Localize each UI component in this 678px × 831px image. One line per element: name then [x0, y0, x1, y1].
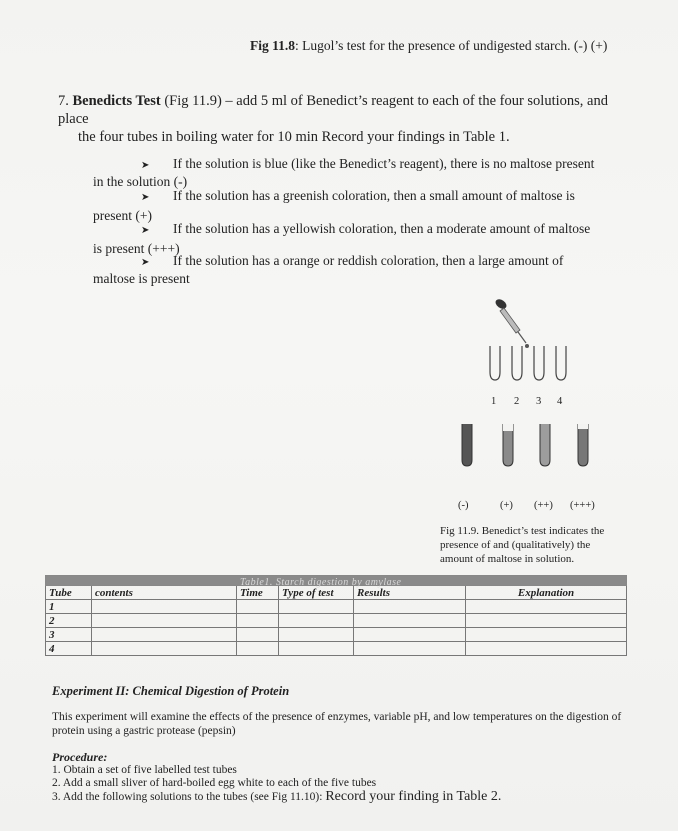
result-label-2: (+) [500, 500, 513, 511]
arrow-bullet-icon: ➤ [141, 225, 150, 236]
experiment-2-text: This experiment will examine the effects of the presence of enzymes, variable pH, and low temperatures on the digestion of protein using a gastric protease (pepsin) [52, 711, 622, 737]
step-7-line1: (Fig 11.9) – add 5 ml of Benedict’s reagent to each of the four solutions, and place [58, 93, 608, 127]
tube-number-1: 1 [491, 396, 497, 407]
fig-11-8-text: : Lugol’s test for the presence of undigested starch. (-) (+) [295, 38, 608, 53]
procedure-step-1: 1. Obtain a set of five labelled test tubes [52, 764, 237, 776]
bullet-1-first: If the solution is blue (like the Benedict’s reagent), there is no maltose present [173, 156, 595, 171]
arrow-bullet-icon: ➤ [141, 160, 150, 171]
table-row [46, 614, 627, 628]
col-header-time: Time [237, 586, 279, 600]
arrow-bullet-icon: ➤ [141, 192, 150, 203]
empty-tube-2 [512, 346, 522, 380]
empty-tube-4 [556, 346, 566, 380]
table-1-title: Table1. Starch digestion by amylase [240, 577, 402, 588]
tube-cell: 2 [46, 614, 92, 628]
procedure-step-2: 2. Add a small sliver of hard-boiled egg white to each of the five tubes [52, 777, 377, 789]
experiment-2-title: Experiment II: Chemical Digestion of Protein [52, 684, 290, 698]
col-header-tube: Tube [46, 586, 92, 600]
dropper-icon [494, 297, 529, 348]
step-7-title: Benedicts Test [72, 93, 161, 109]
col-header-results: Results [354, 586, 466, 600]
bullet-1-rest: in the solution (-) [93, 174, 188, 189]
fig-11-9-caption [440, 524, 640, 566]
tube-number-3: 3 [536, 396, 542, 407]
bullet-2-rest: present (+) [93, 208, 152, 223]
table-row [46, 600, 627, 614]
bullet-3-rest: is present (+++) [93, 241, 180, 256]
bullet-2-first: If the solution has a greenish coloration, then a small amount of maltose is [173, 188, 575, 203]
col-header-type-of-test: Type of test [279, 586, 354, 600]
procedure-step-3: 3. Add the following solutions to the tubes (see Fig 11.10): Record your finding in Table 2. [52, 789, 502, 804]
fig-11-9-caption-line3: amount of maltose in solution. [440, 553, 575, 565]
result-label-3: (++) [534, 500, 553, 511]
tube-number-2: 2 [514, 396, 520, 407]
tube-cell: 4 [46, 642, 92, 656]
step-7-line2: the four tubes in boiling water for 10 min Record your findings in Table 1. [78, 129, 510, 145]
fig-11-9-caption-line1: Fig 11.9. Benedict’s test indicates the [440, 525, 605, 537]
fig-11-9-caption-line2: presence of and (qualitatively) the [440, 539, 591, 551]
bullet-4-first: If the solution has a orange or reddish coloration, then a large amount of [173, 253, 564, 268]
tube-cell: 1 [46, 600, 92, 614]
result-tube-2 [503, 424, 513, 466]
result-tube-4 [578, 424, 588, 466]
bullet-3-first: If the solution has a yellowish coloration, then a moderate amount of maltose [173, 221, 591, 236]
table-row [46, 642, 627, 656]
table-row [46, 628, 627, 642]
procedure-list [52, 764, 632, 804]
col-header-explanation: Explanation [466, 586, 627, 600]
arrow-bullet-icon: ➤ [141, 257, 150, 268]
step-7-number: 7. [58, 93, 69, 109]
tube-cell: 3 [46, 628, 92, 642]
bullet-4-rest: maltose is present [93, 271, 190, 286]
result-tube-3 [540, 424, 550, 466]
procedure-title: Procedure: [52, 750, 108, 764]
procedure-step-3-record: Record your finding in Table 2. [325, 789, 502, 804]
tube-number-4: 4 [557, 396, 563, 407]
result-label-4: (+++) [570, 500, 595, 511]
result-tube-1 [462, 424, 472, 466]
empty-tube-1 [490, 346, 500, 380]
result-label-1: (-) [458, 500, 469, 511]
col-header-contents: contents [92, 586, 237, 600]
empty-tube-3 [534, 346, 544, 380]
fig-11-8-label: Fig 11.8 [250, 38, 296, 53]
